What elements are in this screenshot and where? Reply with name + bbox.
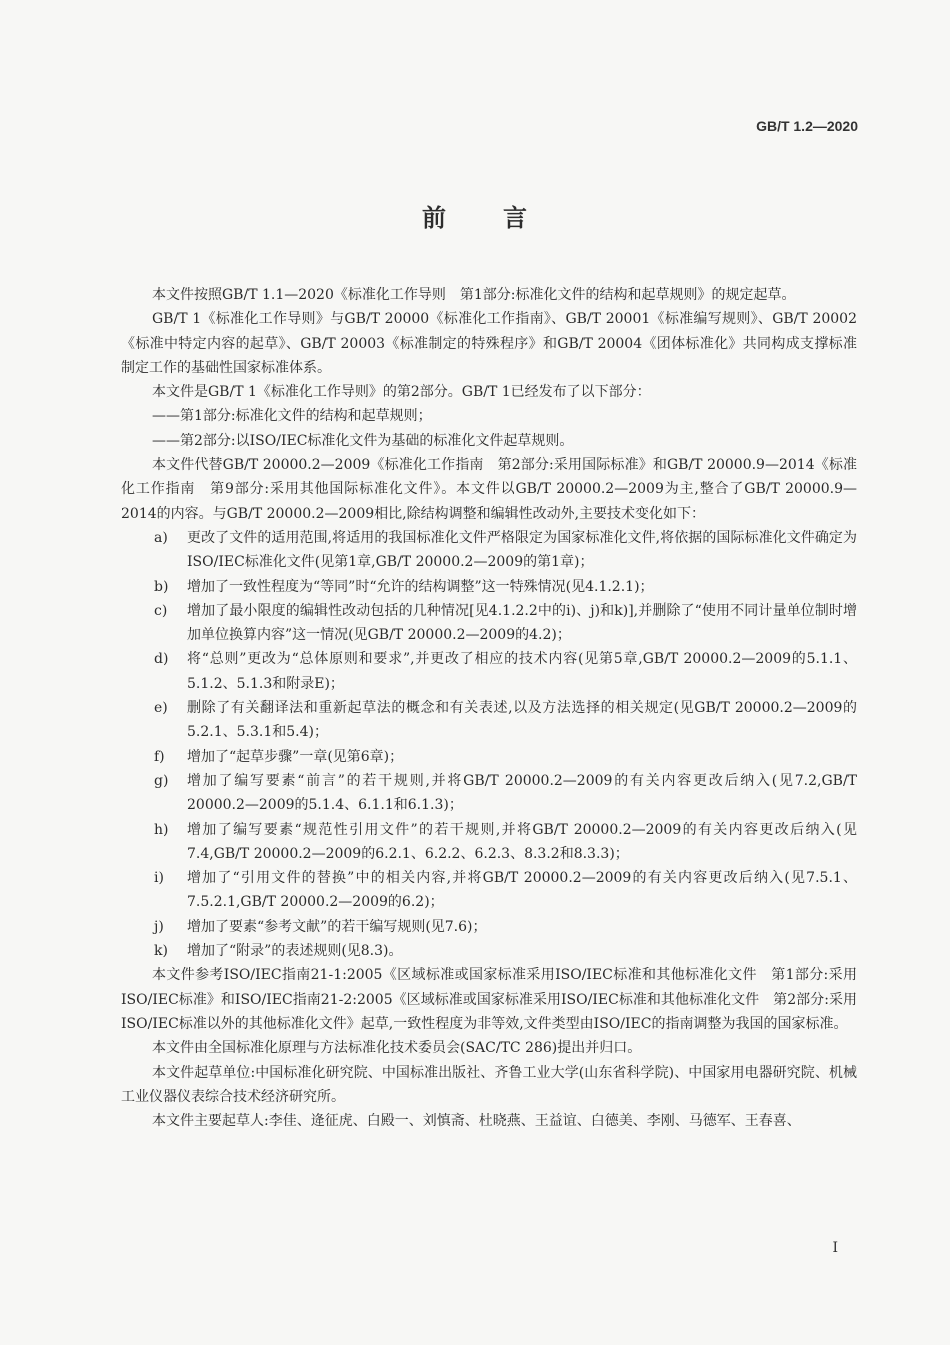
change-item [121, 769, 857, 818]
change-item-marker: e) [154, 700, 168, 717]
paragraph-part-info: 本文件是GB/T 1《标准化工作导则》的第2部分。GB/T 1已经发布了以下部分： [152, 384, 651, 401]
title-char-1: 前 [422, 204, 447, 232]
change-item-text: 增加了“起草步骤”一章(见第6章)； [187, 748, 404, 765]
change-item [121, 575, 857, 599]
paragraph-replacement: 本文件代替GB/T 20000.2—2009《标准化工作指南 第2部分:采用国际标准》和GB/T 20000.9—2014《标准化工作指南 第9部分:采用其他国际标准化文件》。本文件以GB/T 20000.2—2009为主,整合了GB/T 20000.9—2014的内容。与GB/T 20000.2—2009相比,除结构调整和编辑性改动外,主要技术变化如下： [121, 457, 857, 522]
change-item-text: 增加了最小限度的编辑性改动包括的几种情况[见4.1.2.2中的i)、j)和k)],并删除了“使用不同计量单位制时增加单位换算内容”这一情况(见GB/T 20000.2—2009的4.2)； [187, 602, 857, 644]
change-item-marker: g) [154, 772, 169, 789]
paragraph-proposer: 本文件由全国标准化原理与方法标准化技术委员会(SAC/TC 286)提出并归口。 [152, 1040, 642, 1057]
change-item-text: 增加了编写要素“规范性引用文件”的若干规则,并将GB/T 20000.2—2009的有关内容更改后纳入(见7.4,GB/T 20000.2—2009的6.2.1、6.2.2、6.2.3、8.3.2和8.3.3)； [187, 821, 857, 862]
change-item-text: 增加了“引用文件的替换”中的相关内容,并将GB/T 20000.2—2009的有关内容更改后纳入(见7.5.1、7.5.2.1,GB/T 20000.2—2009的6.2)； [187, 870, 857, 911]
change-item-text: 增加了要素“参考文献”的若干编写规则(见7.6)； [187, 918, 487, 935]
foreword-body [121, 283, 857, 1133]
change-item [121, 526, 857, 575]
paragraph-drafting-basis: 本文件按照GB/T 1.1—2020《标准化工作导则 第1部分:标准化文件的结构和起草规则》的规定起草。 [152, 287, 796, 303]
change-item-marker: j) [154, 918, 164, 935]
title-char-2: 言 [503, 204, 528, 232]
part-list-item-1: ——第1部分:标准化文件的结构和起草规则； [152, 408, 432, 425]
change-item-text: 将“总则”更改为“总体原则和要求”,并更改了相应的技术内容(见第5章,GB/T 20000.2—2009的5.1.1、5.1.2、5.1.3和附录E)； [187, 651, 857, 692]
paragraph-standard-system: GB/T 1《标准化工作导则》与GB/T 20000《标准化工作指南》、GB/T 20001《标准编写规则》、GB/T 20002《标准中特定内容的起草》、GB/T 20003《标准制定的特殊程序》和GB/T 20004《团体标准化》共同构成支撑标准制定工作的基础性国家标准体系。 [121, 311, 857, 376]
part-list-item-2: ——第2部分:以ISO/IEC标准化文件为基础的标准化文件起草规则。 [152, 432, 574, 449]
change-item-marker: k) [154, 943, 168, 960]
change-item [121, 745, 857, 769]
change-item [121, 939, 857, 963]
standard-code: GB/T 1.2—2020 [756, 118, 858, 134]
paragraph-drafters: 本文件主要起草人:李佳、逄征虎、白殿一、刘慎斋、杜晓燕、王益谊、白德美、李刚、马德军、王春喜、 [152, 1113, 801, 1130]
change-item-marker: c) [154, 602, 168, 619]
change-item-marker: d) [154, 651, 169, 668]
change-item [121, 866, 857, 915]
change-item [121, 915, 857, 939]
page-title [0, 198, 950, 233]
change-item-text: 增加了一致性程度为“等同”时“允许的结构调整”这一特殊情况(见4.1.2.1)； [187, 578, 654, 595]
change-item [121, 818, 857, 867]
change-item-text: 增加了编写要素“前言”的若干规则,并将GB/T 20000.2—2009的有关内容更改后纳入(见7.2,GB/T 20000.2—2009的5.1.4、6.1.1和6.1.3)； [187, 772, 857, 814]
change-item [121, 647, 857, 696]
change-item-text: 增加了“附录”的表述规则(见8.3)。 [187, 943, 403, 960]
paragraph-reference-guides: 本文件参考ISO/IEC指南21-1:2005《区域标准或国家标准采用ISO/IEC标准和其他标准化文件 第1部分:采用ISO/IEC标准》和ISO/IEC指南21-2:2005《区域标准或国家标准采用ISO/IEC标准和其他标准化文件 第2部分:采用ISO/IEC标准以外的其他标准化文件》起草,一致性程度为非等效,文件类型由ISO/IEC的指南调整为我国的国家标准。 [121, 967, 857, 1032]
change-item-text: 更改了文件的适用范围,将适用的我国标准化文件严格限定为国家标准化文件,将依据的国际标准化文件确定为ISO/IEC标准化文件(见第1章,GB/T 20000.2—2009的第1章)； [187, 529, 857, 571]
change-item-marker: b) [154, 578, 169, 595]
paragraph-drafting-units: 本文件起草单位:中国标准化研究院、中国标准出版社、齐鲁工业大学(山东省科学院)、中国家用电器研究院、机械工业仪器仪表综合技术经济研究所。 [121, 1064, 857, 1105]
change-item-marker: f) [154, 748, 165, 765]
change-item-marker: h) [154, 821, 169, 838]
change-item-text: 删除了有关翻译法和重新起草法的概念和有关表述,以及方法选择的相关规定(见GB/T 20000.2—2009的5.2.1、5.3.1和5.4)； [187, 700, 857, 741]
change-item-marker: i) [154, 870, 164, 887]
page-number: I [832, 1240, 838, 1256]
change-item-marker: a) [154, 529, 168, 546]
change-item [121, 599, 857, 648]
change-item [121, 696, 857, 745]
technical-changes-list [121, 526, 857, 963]
